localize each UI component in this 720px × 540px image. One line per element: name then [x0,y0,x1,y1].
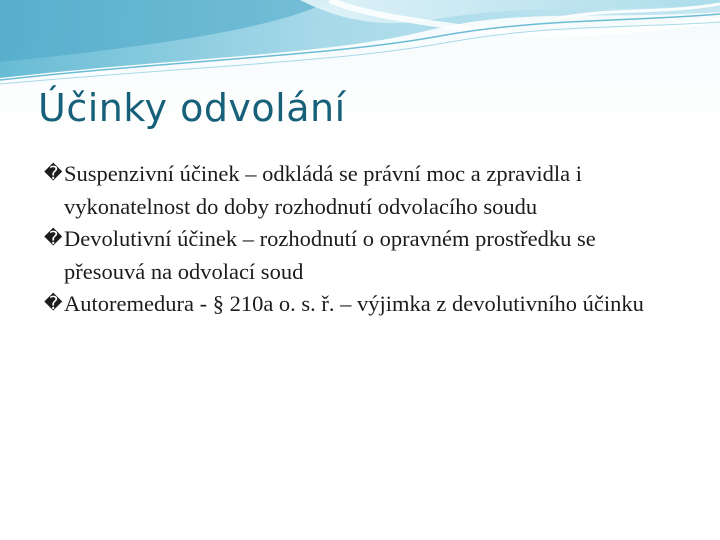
bullet-list [44,158,644,321]
bullet-item-suspenzivni [44,158,644,223]
bullet-item-autoremedura [44,288,644,321]
bullet-text: Autoremedura - § 210a o. s. ř. – výjimka z devolutivního účinku [64,291,644,316]
bullet-text: Devolutivní účinek – rozhodnutí o opravném prostředku se přesouvá na odvolací soud [64,226,596,284]
bullet-item-devolutivni [44,223,644,288]
header-wave-decoration [0,0,720,90]
bullet-text: Suspenzivní účinek – odkládá se právní moc a zpravidla i vykonatelnost do doby rozhodnutí odvolacího soudu [64,161,582,219]
bullet-marker-icon: � [44,293,63,314]
bullet-marker-icon: � [44,228,63,249]
bullet-marker-icon: � [44,163,63,184]
slide-title: Účinky odvolání [38,86,346,130]
